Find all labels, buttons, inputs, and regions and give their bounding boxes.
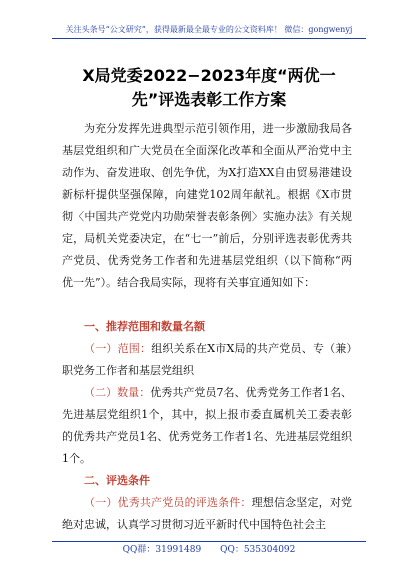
- section1-item1: [62, 338, 352, 382]
- section1-item2: [62, 382, 352, 470]
- header-divider: [52, 38, 366, 39]
- document-title: [56, 64, 362, 112]
- document-title-line1: X局党委2022−2023年度“两优一: [82, 66, 336, 85]
- section1-item1-text: 组织关系在X市X局的共产党员、专（兼）职党务工作者和基层党组织: [62, 342, 353, 377]
- section2-item1-text: 理想信念坚定，对党绝对忠诚，认真学习贯彻习近平新时代中国特色社会主: [62, 496, 353, 531]
- intro-paragraph: 为充分发挥先进典型示范引领作用，进一步激励我局各基层党组织和广大党员在全面深化改革和全面从严治党中主动作为、奋发进取、创先争优，为X打造XX自由贸易港建设新标杆提供坚强保障，向建党102周年献礼。根据《X市贯彻〈中国共产党党内功勋荣誉表彰条例〉实施办法》有关规定，局机关党委决定，在“七一”前后，分别评选表彰优秀共产党员、优秀党务工作者和先进基层党组织（以下简称“两优一先”）。结合我局实际，现将有关事宜通知如下：: [62, 122, 352, 289]
- section1-item2-text: 优秀共产党员7名、优秀党务工作者1名、先进基层党组织1个，其中，拟上报市委直属机关工委表彰的优秀共产党员1名、优秀党务工作者1名、先进基层党组织1个。: [62, 386, 352, 465]
- footer-qq-group: QQ群：31991489: [122, 545, 202, 555]
- section1-item2-label: （二）数量：: [84, 386, 151, 399]
- header-banner: 关注头条号“公文研究”，获得最新最全最专业的公文资料库！ 微信：gongwenyj: [65, 25, 353, 34]
- footer-divider: [52, 541, 366, 542]
- footer-qq: QQ：535304092: [220, 545, 296, 555]
- footer-contact: [52, 544, 366, 556]
- section2-item1-label: （一）优秀共产党员的评选条件：: [84, 496, 252, 509]
- section2-item1: [62, 492, 352, 536]
- section1-item1-label: （一）范围：: [84, 342, 152, 355]
- document-title-line2: 先”评选表彰工作方案: [131, 90, 287, 109]
- section1-heading: 一、推荐范围和数量名额: [84, 320, 205, 333]
- section2-heading: 二、评选条件: [84, 474, 150, 487]
